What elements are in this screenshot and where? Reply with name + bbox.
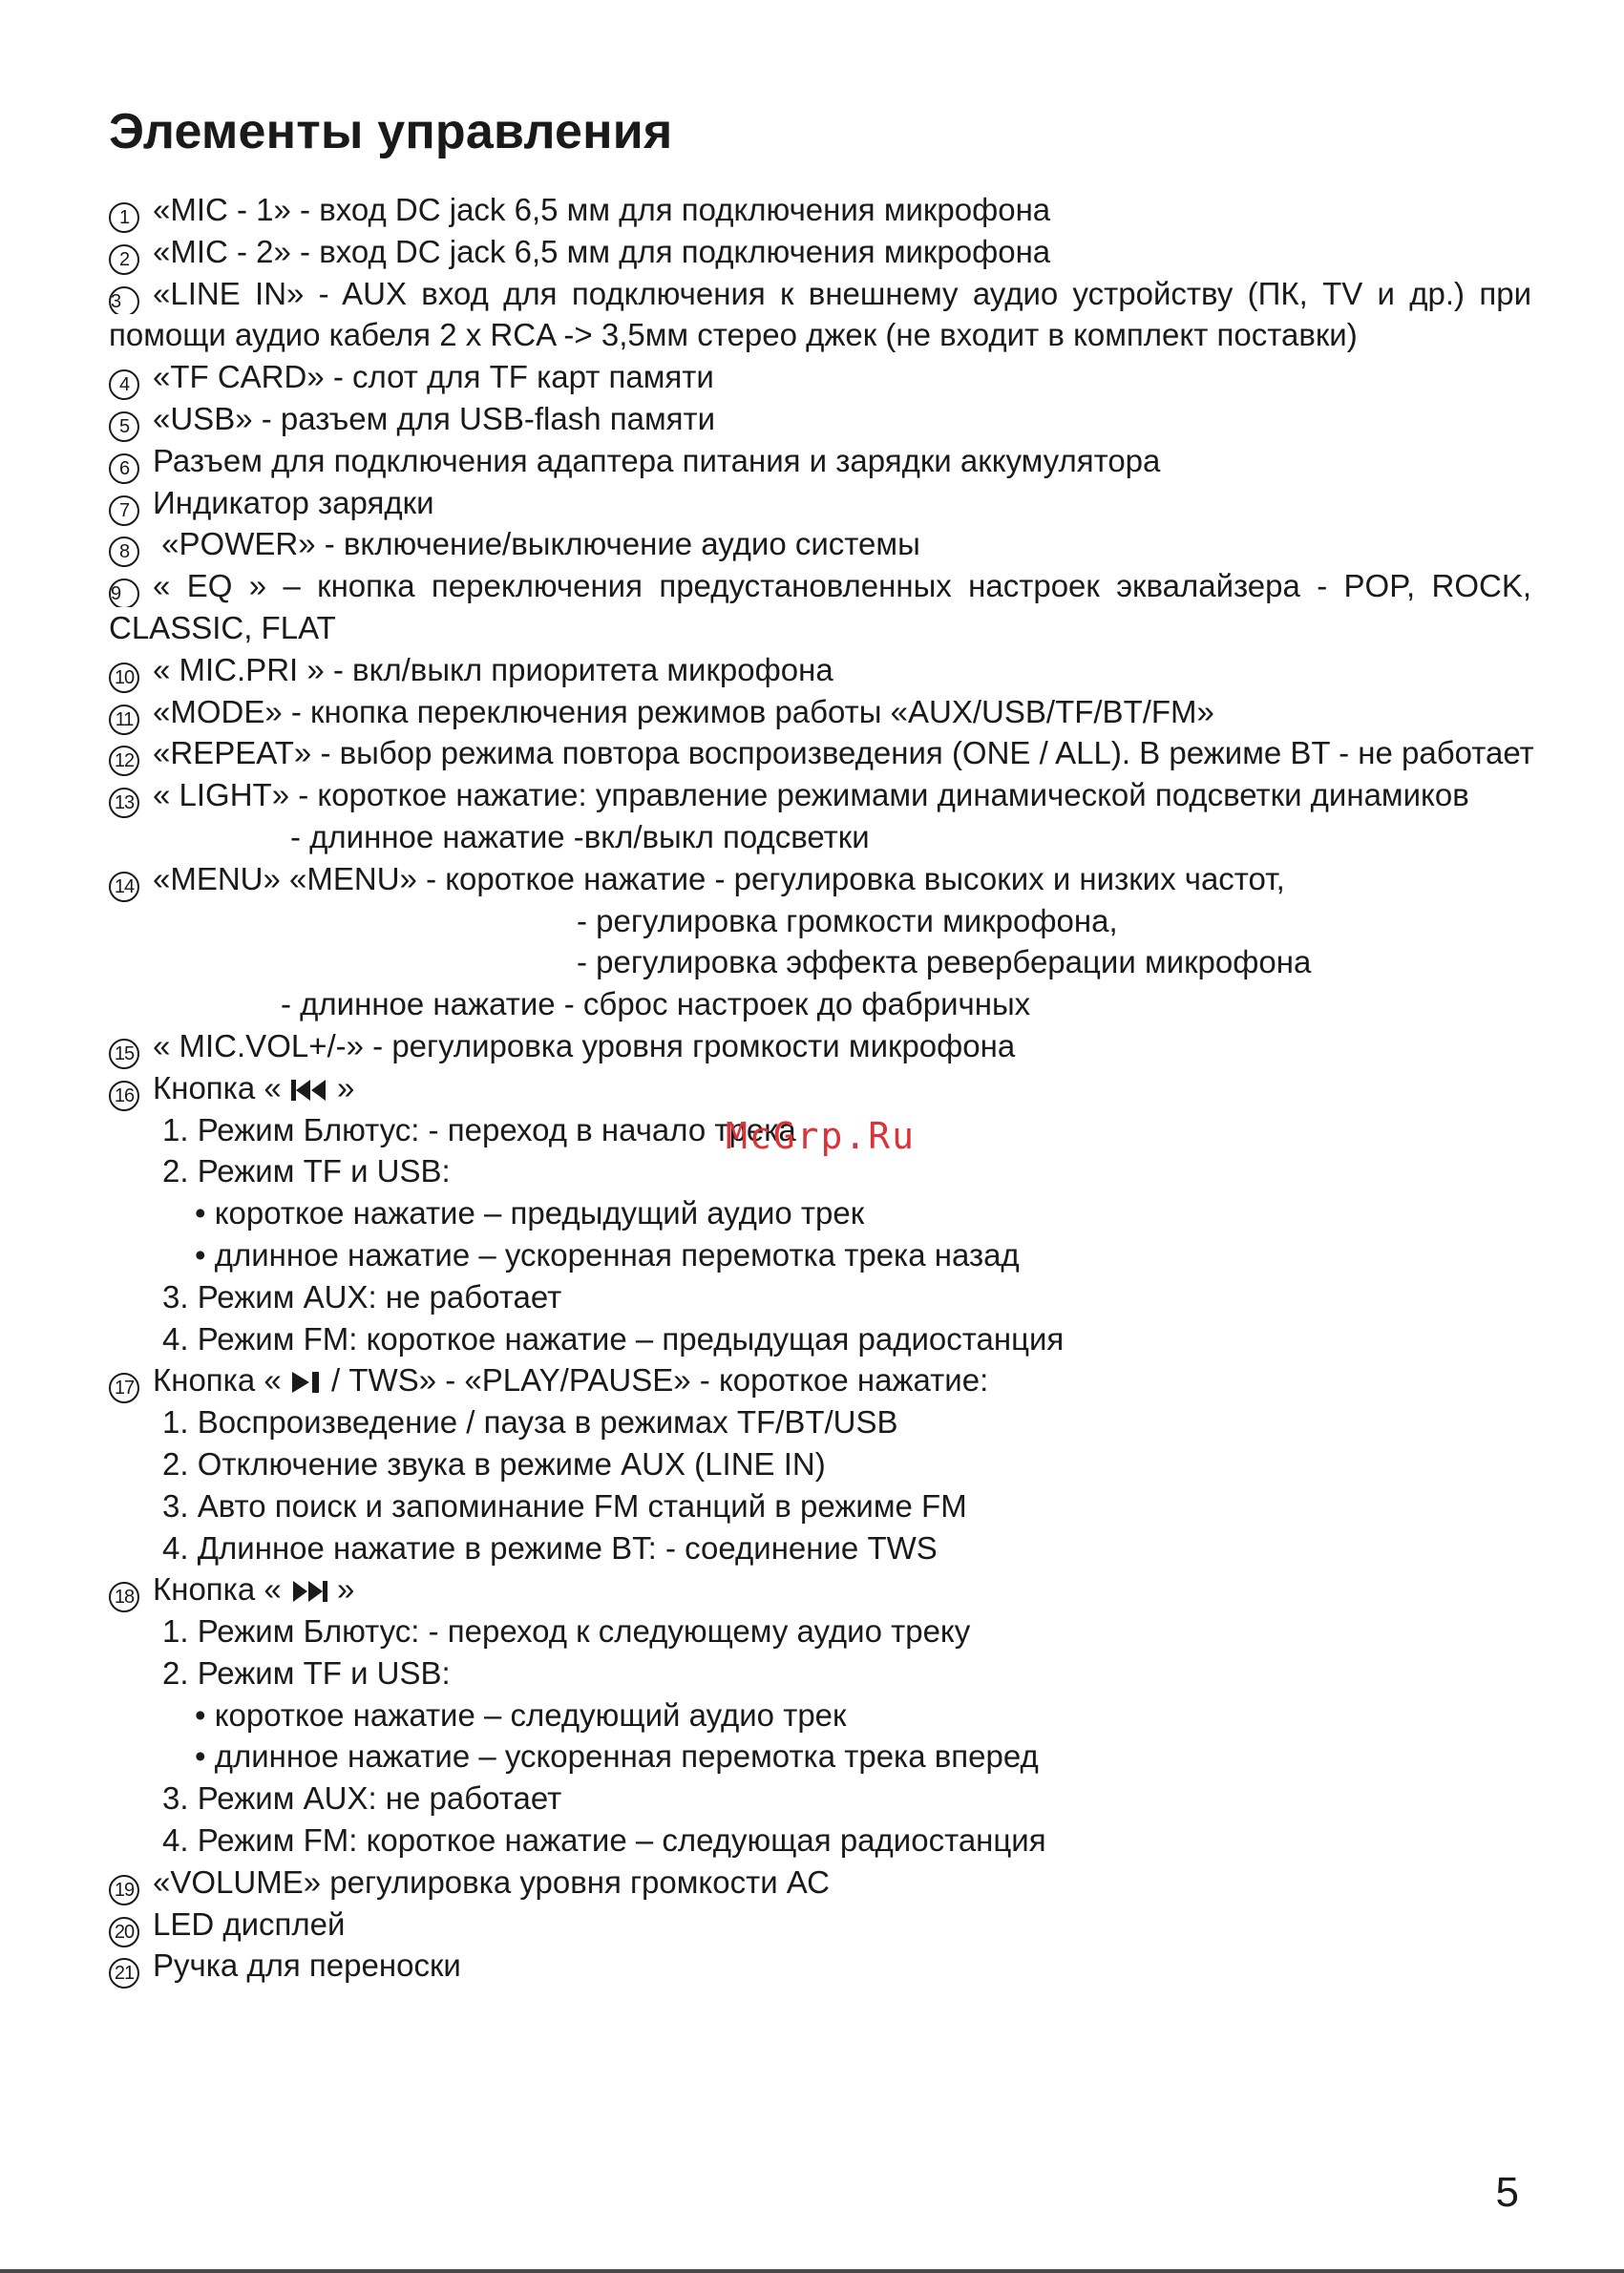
play-pause-icon bbox=[290, 1363, 323, 1405]
item-text: Кнопка « bbox=[153, 1571, 290, 1608]
list-item bbox=[109, 523, 1531, 565]
item-text: «TF CARD» - слот для TF карт памяти bbox=[153, 359, 714, 395]
item-number-badge: 1 bbox=[109, 202, 139, 233]
item-number-badge: 14 bbox=[109, 872, 139, 902]
item-number-badge: 2 bbox=[109, 244, 139, 275]
item-text: » bbox=[327, 1571, 355, 1608]
item-text: «USB» - разъем для USB-flash памяти bbox=[153, 400, 716, 436]
item-number-badge: 6 bbox=[109, 453, 139, 484]
sub-item: 1. Воспроизведение / пауза в режимах TF/BT/USB bbox=[162, 1404, 898, 1441]
item-number-badge: 4 bbox=[109, 369, 139, 400]
list-item bbox=[109, 691, 1531, 733]
sub-item: 3. Режим AUX: не работает bbox=[162, 1780, 562, 1817]
item-number-badge: 17 bbox=[109, 1373, 139, 1403]
list-item bbox=[109, 1945, 1531, 1987]
sub-item: 4. Режим FM: короткое нажатие – следующая радиостанция bbox=[162, 1822, 1046, 1859]
next-track-icon bbox=[290, 1572, 328, 1614]
item-text: «LINE IN» - AUX вход для подключения к внешнему аудио устройству (ПК, TV и др.) при bbox=[153, 275, 1531, 311]
sub-item: 2. Отключение звука в режиме AUX (LINE IN) bbox=[162, 1445, 826, 1482]
item-number-badge: 3 bbox=[109, 286, 139, 315]
list-item-continuation: - регулировка громкости микрофона, bbox=[577, 902, 1118, 938]
list-item bbox=[109, 1862, 1531, 1904]
item-text: «VOLUME» регулировка уровня громкости АС bbox=[153, 1863, 830, 1900]
watermark: McGrp.Ru bbox=[726, 1115, 917, 1157]
item-text: « LIGHT» - короткое нажатие: управление режимами динамической подсветки динамиков bbox=[153, 777, 1469, 813]
sub-item: • короткое нажатие – предыдущий аудио трек bbox=[195, 1195, 865, 1231]
item-text: «MIC - 1» - вход DC jack 6,5 мм для подключения микрофона bbox=[153, 192, 1051, 227]
sub-item: 4. Режим FM: короткое нажатие – предыдущая радиостанция bbox=[162, 1320, 1065, 1357]
sub-item: 2. Режим TF и USB: bbox=[162, 1654, 451, 1691]
item-text: «MODE» - кнопка переключения режимов работы «AUX/USB/TF/BT/FM» bbox=[153, 693, 1214, 729]
page-title: Элементы управления bbox=[109, 104, 673, 159]
sub-item: 1. Режим Блютус: - переход в начало трека bbox=[162, 1111, 796, 1147]
item-text: Ручка для переноски bbox=[153, 1947, 461, 1984]
item-number-badge: 12 bbox=[109, 746, 139, 776]
item-text: «MIC - 2» - вход DC jack 6,5 мм для подключения микрофона bbox=[153, 233, 1051, 269]
list-item bbox=[109, 482, 1531, 524]
list-item bbox=[109, 732, 1534, 774]
item-number-badge: 13 bbox=[109, 788, 139, 818]
item-number-badge: 9 bbox=[109, 579, 139, 607]
list-item bbox=[109, 565, 1531, 607]
item-text: Кнопка « bbox=[153, 1069, 290, 1105]
sub-item: • длинное нажатие – ускоренная перемотка трека назад bbox=[195, 1236, 1020, 1273]
sub-item: • короткое нажатие – следующий аудио трек bbox=[195, 1696, 847, 1733]
item-text: Индикатор зарядки bbox=[153, 484, 434, 520]
item-number-badge: 19 bbox=[109, 1875, 139, 1905]
list-item-continuation: - длинное нажатие -вкл/выкл подсветки bbox=[290, 818, 870, 854]
bottom-rule bbox=[0, 2269, 1624, 2273]
list-item bbox=[109, 356, 1531, 398]
list-item bbox=[109, 858, 1531, 900]
sub-item: 3. Режим AUX: не работает bbox=[162, 1278, 562, 1315]
item-text: «MENU» «MENU» - короткое нажатие - регулировка высоких и низких частот, bbox=[153, 860, 1285, 896]
previous-track-icon bbox=[290, 1071, 328, 1113]
list-item bbox=[109, 1568, 1531, 1610]
list-item bbox=[109, 398, 1531, 440]
item-text: / TWS» - «PLAY/PAUSE» - короткое нажатие: bbox=[322, 1362, 989, 1399]
list-item bbox=[109, 1025, 1531, 1067]
item-number-badge: 5 bbox=[109, 411, 139, 442]
item-number-badge: 20 bbox=[109, 1917, 139, 1947]
item-number-badge: 15 bbox=[109, 1039, 139, 1069]
item-text: LED дисплей bbox=[153, 1905, 346, 1942]
item-text: « EQ » – кнопка переключения предустановленных настроек эквалайзера - POP, ROCK, bbox=[153, 568, 1531, 604]
item-text: « MIC.PRI » - вкл/выкл приоритета микрофона bbox=[153, 651, 833, 687]
sub-item: 1. Режим Блютус: - переход к следующему аудио треку bbox=[162, 1613, 971, 1650]
item-text: » bbox=[327, 1069, 355, 1105]
sub-item: • длинное нажатие – ускоренная перемотка трека вперед bbox=[195, 1738, 1039, 1775]
item-text: « MIC.VOL+/-» - регулировка уровня громкости микрофона bbox=[153, 1027, 1016, 1063]
item-number-badge: 7 bbox=[109, 495, 139, 526]
item-text: «REPEAT» - выбор режима повтора воспроизведения (ONE / ALL). В режиме BT - не работает bbox=[153, 735, 1534, 771]
page-number: 5 bbox=[1495, 2169, 1519, 2216]
list-item bbox=[109, 649, 1531, 691]
item-number-badge: 21 bbox=[109, 1958, 139, 1989]
list-item bbox=[109, 189, 1531, 231]
item-number-badge: 16 bbox=[109, 1081, 139, 1111]
list-item bbox=[109, 440, 1531, 482]
list-item bbox=[109, 231, 1531, 273]
controls-list bbox=[109, 189, 1534, 1987]
item-number-badge: 18 bbox=[109, 1582, 139, 1612]
sub-item: 2. Режим TF и USB: bbox=[162, 1153, 451, 1189]
list-item-continuation: помощи аудио кабеля 2 х RCA -> 3,5мм стерео джек (не входит в комплект поставки) bbox=[109, 317, 1358, 353]
list-item-continuation: CLASSIC, FLAT bbox=[109, 609, 336, 645]
list-item bbox=[109, 1359, 1531, 1401]
list-item-continuation: - длинное нажатие - сброс настроек до фабричных bbox=[281, 986, 1031, 1022]
list-item bbox=[109, 1904, 1531, 1946]
sub-item: 3. Авто поиск и запоминание FM станций в режиме FM bbox=[162, 1487, 967, 1524]
list-item-continuation: - регулировка эффекта реверберации микрофона bbox=[577, 944, 1312, 980]
item-number-badge: 10 bbox=[109, 663, 139, 693]
item-text: «POWER» - включение/выключение аудио системы bbox=[153, 526, 920, 562]
item-text: Кнопка « bbox=[153, 1362, 290, 1399]
item-number-badge: 11 bbox=[109, 705, 139, 735]
list-item bbox=[109, 273, 1531, 315]
item-text: Разъем для подключения адаптера питания и зарядки аккумулятора bbox=[153, 442, 1161, 478]
sub-item: 4. Длинное нажатие в режиме BT: - соединение TWS bbox=[162, 1529, 938, 1566]
list-item bbox=[109, 774, 1531, 816]
list-item bbox=[109, 1067, 1531, 1109]
item-number-badge: 8 bbox=[109, 537, 139, 567]
